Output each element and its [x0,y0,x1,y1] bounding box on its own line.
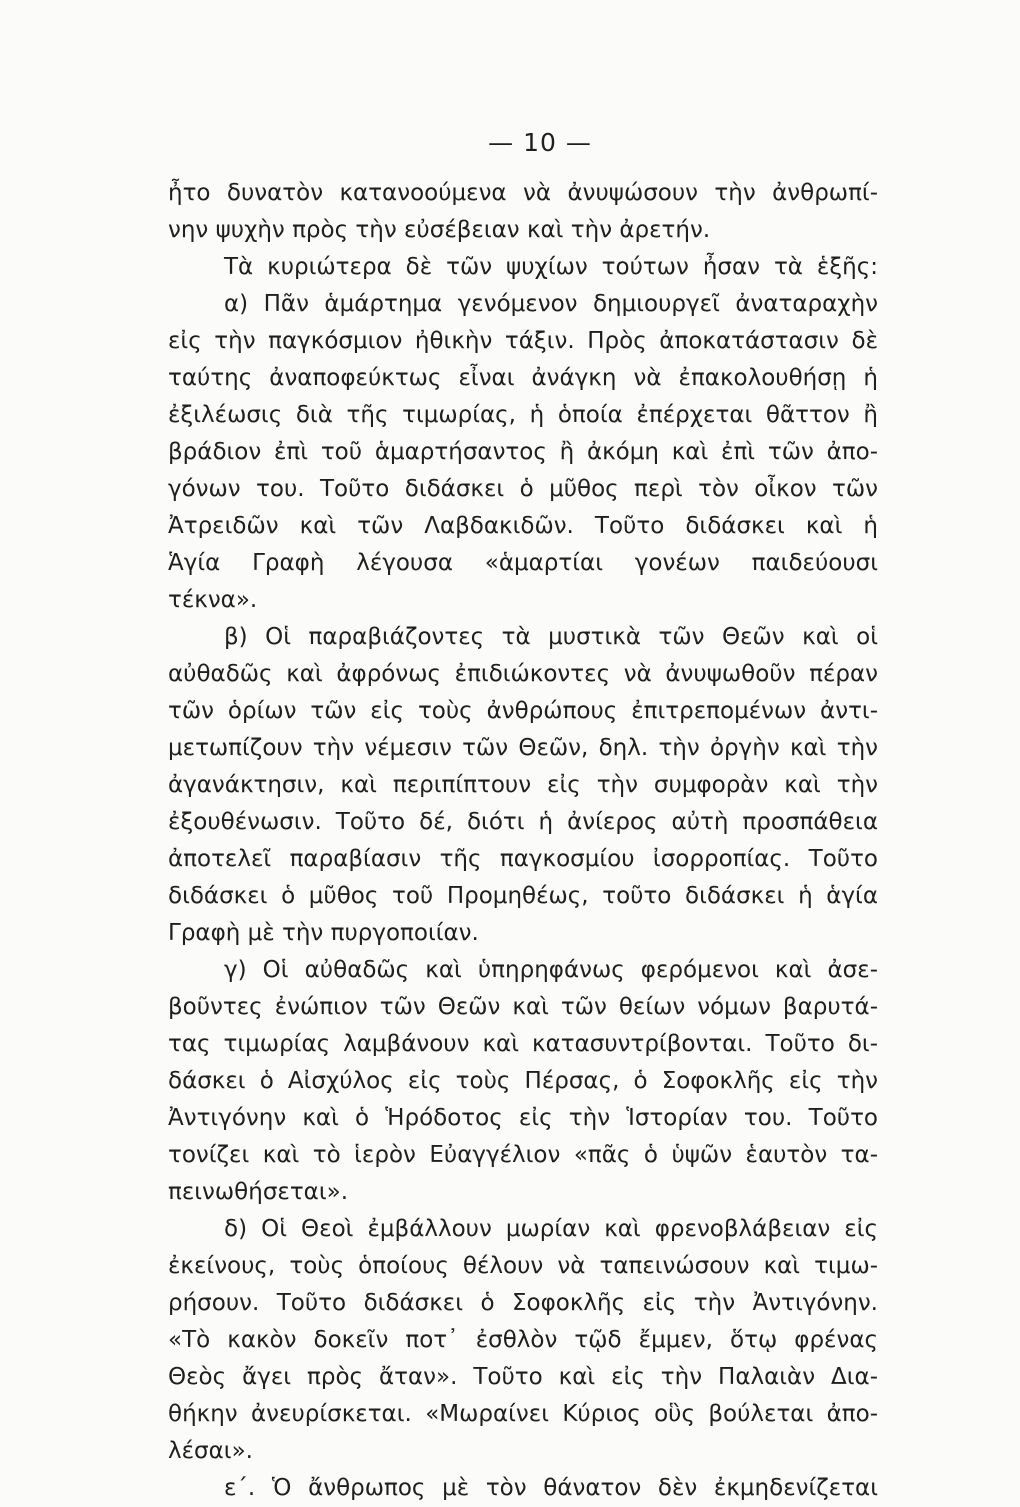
text-line: γ) Οἱ αὐθαδῶς καὶ ὑπηρηφάνως φερόμενοι καὶ ἀσε- [224,957,878,983]
text-line: βοῦντες ἐνώπιον τῶν Θεῶν καὶ τῶν θείων νόμων βαρυτά- [168,994,878,1020]
text-line: ἐξιλέωσις διὰ τῆς τιμωρίας, ἡ ὁποία ἐπέρχεται θᾶττον ἢ [168,402,878,428]
text-line: τῶν ὁρίων τῶν εἰς τοὺς ἀνθρώπους ἐπιτρεπομένων ἀντι- [168,698,878,724]
text-line: εἰς τὴν παγκόσμιον ἠθικὴν τάξιν. Πρὸς ἀποκατάστασιν δὲ [168,328,878,354]
text-line: διδάσκει ὁ μῦθος τοῦ Προμηθέως, τοῦτο διδάσκει ἡ ἁγία [168,883,878,909]
page-number: — 10 — [488,128,592,157]
text-line: Θεὸς ἄγει πρὸς ἄταν». Τοῦτο καὶ εἰς τὴν Παλαιὰν Δια- [168,1364,878,1390]
text-line: α) Πᾶν ἁμάρτημα γενόμενον δημιουργεῖ ἀναταραχὴν [224,291,878,317]
text-line: «Τὸ κακὸν δοκεῖν ποτ᾽ ἐσθλὸν τῷδ ἔμμεν, ὅτῳ φρένας [168,1327,878,1353]
body-text [168,175,878,1507]
text-line: θήκην ἀνευρίσκεται. «Μωραίνει Κύριος οὓς βούλεται ἀπο- [168,1401,878,1427]
text-line: Τὰ κυριώτερα δὲ τῶν ψυχίων τούτων ἦσαν τὰ ἑξῆς: [224,254,878,280]
text-line: λέσαι». [168,1438,253,1464]
text-line: ρήσουν. Τοῦτο διδάσκει ὁ Σοφοκλῆς εἰς τὴν Ἀντιγόνην. [168,1290,878,1316]
text-line: Γραφὴ μὲ τὴν πυργοποιίαν. [168,920,479,946]
text-line: τονίζει καὶ τὸ ἱερὸν Εὐαγγέλιον «πᾶς ὁ ὑψῶν ἑαυτὸν τα- [168,1142,878,1168]
text-line: πεινωθήσεται». [168,1179,349,1205]
text-line: ταύτης ἀναποφεύκτως εἶναι ἀνάγκη νὰ ἐπακολουθήσῃ ἡ [168,365,878,391]
text-line: τας τιμωρίας λαμβάνουν καὶ κατασυντρίβονται. Τοῦτο δι- [168,1031,878,1057]
text-line: ε΄. Ὁ ἄνθρωπος μὲ τὸν θάνατον δὲν ἐκμηδενίζεται [224,1475,878,1501]
text-line: β) Οἱ παραβιάζοντες τὰ μυστικὰ τῶν Θεῶν καὶ οἱ [224,624,878,650]
text-line: γόνων του. Τοῦτο διδάσκει ὁ μῦθος περὶ τὸν οἶκον τῶν [168,476,878,502]
text-line: νην ψυχὴν πρὸς τὴν εὐσέβειαν καὶ τὴν ἀρετήν. [168,217,711,243]
text-line: Ἀντιγόνην καὶ ὁ Ἡρόδοτος εἰς τὴν Ἱστορίαν του. Τοῦτο [168,1105,878,1131]
text-line: Ἀτρειδῶν καὶ τῶν Λαβδακιδῶν. Τοῦτο διδάσκει καὶ ἡ [168,513,878,539]
text-line: βράδιον ἐπὶ τοῦ ἁμαρτήσαντος ἢ ἀκόμη καὶ ἐπὶ τῶν ἀπο- [168,439,878,465]
text-line: ἀγανάκτησιν, καὶ περιπίπτουν εἰς τὴν συμφορὰν καὶ τὴν [168,772,878,798]
text-line: δάσκει ὁ Αἰσχύλος εἰς τοὺς Πέρσας, ὁ Σοφοκλῆς εἰς τὴν [168,1068,878,1094]
text-line: μετωπίζουν τὴν νέμεσιν τῶν Θεῶν, δηλ. τὴν ὀργὴν καὶ τὴν [168,735,878,761]
text-line: ἐξουθένωσιν. Τοῦτο δέ, διότι ἡ ἀνίερος αὐτὴ προσπάθεια [168,809,878,835]
text-line: ἐκείνους, τοὺς ὁποίους θέλουν νὰ ταπεινώσουν καὶ τιμω- [168,1253,878,1279]
text-line: δ) Οἱ Θεοὶ ἐμβάλλουν μωρίαν καὶ φρενοβλάβειαν εἰς [224,1216,878,1242]
text-line: Ἁγία Γραφὴ λέγουσα «ἁμαρτίαι γονέων παιδεύουσι [168,550,878,576]
text-line: ἦτο δυνατὸν κατανοούμενα νὰ ἀνυψώσουν τὴν ἀνθρωπί- [168,180,878,206]
text-line: αὐθαδῶς καὶ ἀφρόνως ἐπιδιώκοντες νὰ ἀνυψωθοῦν πέραν [168,661,878,687]
text-line: τέκνα». [168,587,258,613]
text-line: ἀποτελεῖ παραβίασιν τῆς παγκοσμίου ἰσορροπίας. Τοῦτο [168,846,878,872]
